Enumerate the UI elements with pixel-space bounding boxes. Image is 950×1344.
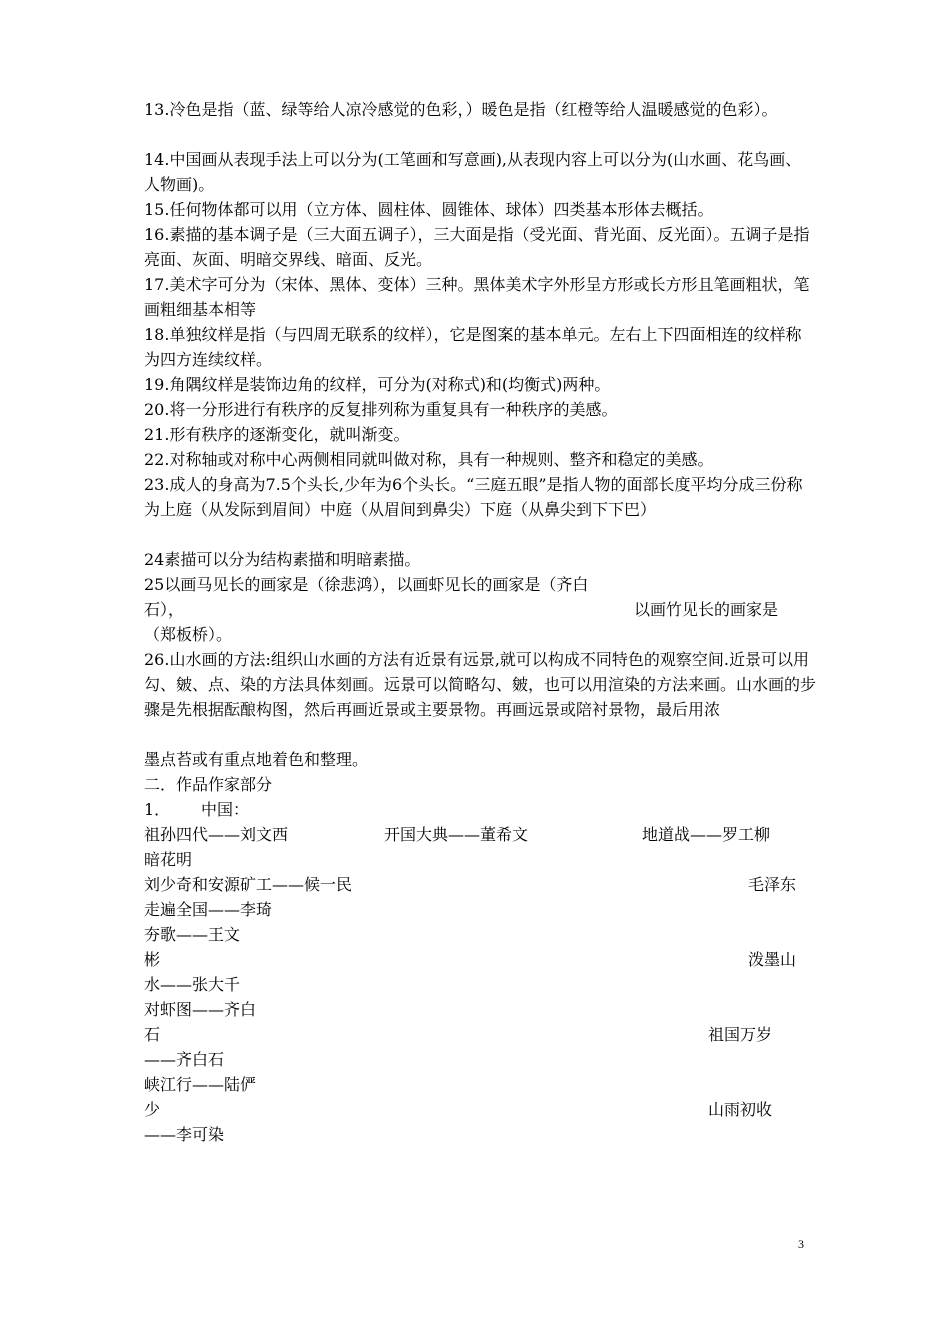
- item-14: 14.中国画从表现手法上可以分为(工笔画和写意画),从表现内容上可以分为(山水画、花鸟画、人物画)。: [144, 150, 802, 194]
- item-18: 18.单独纹样是指（与四周无联系的纹样），它是图案的基本单元。左右上下四面相连的纹样称为四方连续纹样。: [144, 325, 802, 369]
- item-25-line2-right: 以画竹见长的画家是: [634, 600, 779, 619]
- subsection-number: 1．: [144, 800, 171, 819]
- work-entry: 石: [144, 1025, 161, 1044]
- item-20: 20.将一分形进行有秩序的反复排列称为重复具有一种秩序的美感。: [144, 400, 618, 419]
- work-entry: 夯歌——王文: [144, 925, 241, 944]
- item-13: 13.冷色是指（蓝、绿等给人凉冷感觉的色彩，）暖色是指（红橙等给人温暖感觉的色彩）。: [144, 100, 778, 119]
- work-entry: 峡江行——陆俨: [144, 1075, 257, 1094]
- item-26-last-line: 墨点苔或有重点地着色和整理。: [144, 750, 369, 769]
- subsection-label: 中国：: [201, 800, 250, 819]
- item-25-line3: （郑板桥）。: [144, 625, 233, 644]
- item-26: 26.山水画的方法:组织山水画的方法有近景有远景,就可以构成不同特色的观察空间.近景可以用勾、皴、点、染的方法具体刻画。远景可以简略勾、皴，也可以用渲染的方法来画。山水画的步骤是先根据酝酿构图，然后再画近景或主要景物。再画远景或陪衬景物，最后用浓: [144, 650, 817, 719]
- work-entry: 走遍全国——李琦: [144, 900, 273, 919]
- page-number: 3: [798, 1237, 804, 1251]
- work-entry: 地道战——罗工柳: [642, 825, 771, 844]
- work-entry: 暗花明: [144, 850, 193, 869]
- item-17: 17.美术字可分为（宋体、黑体、变体）三种。黑体美术字外形呈方形或长方形且笔画粗状，笔画粗细基本相等: [144, 275, 810, 319]
- work-entry: 彬: [144, 950, 161, 969]
- work-entry: 刘少奇和安源矿工——候一民: [144, 875, 353, 894]
- work-entry: 泼墨山: [748, 950, 797, 969]
- item-24: 24素描可以分为结构素描和明暗素描。: [144, 550, 421, 569]
- work-entry: 祖国万岁: [708, 1025, 773, 1044]
- work-entry: ——李可染: [144, 1125, 225, 1144]
- work-entry: 开国大典——董希文: [384, 825, 529, 844]
- item-19: 19.角隅纹样是装饰边角的纹样，可分为(对称式)和(均衡式)两种。: [144, 375, 611, 394]
- work-entry: 少: [144, 1100, 161, 1119]
- item-25-line1: 25以画马见长的画家是（徐悲鸿），以画虾见长的画家是（齐白: [144, 575, 589, 594]
- work-entry: 祖孙四代——刘文西: [144, 825, 289, 844]
- item-21: 21.形有秩序的逐渐变化，就叫渐变。: [144, 425, 410, 444]
- item-25-line2-left: 石），: [144, 600, 185, 619]
- work-entry: 对虾图——齐白: [144, 1000, 257, 1019]
- work-entry: 山雨初收: [708, 1100, 773, 1119]
- item-16: 16.素描的基本调子是（三大面五调子），三大面是指（受光面、背光面、反光面）。五调子是指亮面、灰面、明暗交界线、暗面、反光。: [144, 225, 810, 269]
- work-entry: 水——张大千: [144, 975, 241, 994]
- item-15: 15.任何物体都可以用（立方体、圆柱体、圆锥体、球体）四类基本形体去概括。: [144, 200, 714, 219]
- work-entry: 毛泽东: [748, 875, 797, 894]
- item-23: 23.成人的身高为7.5个头长,少年为6个头长。“三庭五眼”是指人物的面部长度平均分成三份称为上庭（从发际到眉间）中庭（从眉间到鼻尖）下庭（从鼻尖到下下巴）: [144, 475, 803, 519]
- work-entry: ——齐白石: [144, 1050, 225, 1069]
- item-22: 22.对称轴或对称中心两侧相同就叫做对称，具有一种规则、整齐和稳定的美感。: [144, 450, 714, 469]
- section-heading: 二．作品作家部分: [144, 775, 273, 794]
